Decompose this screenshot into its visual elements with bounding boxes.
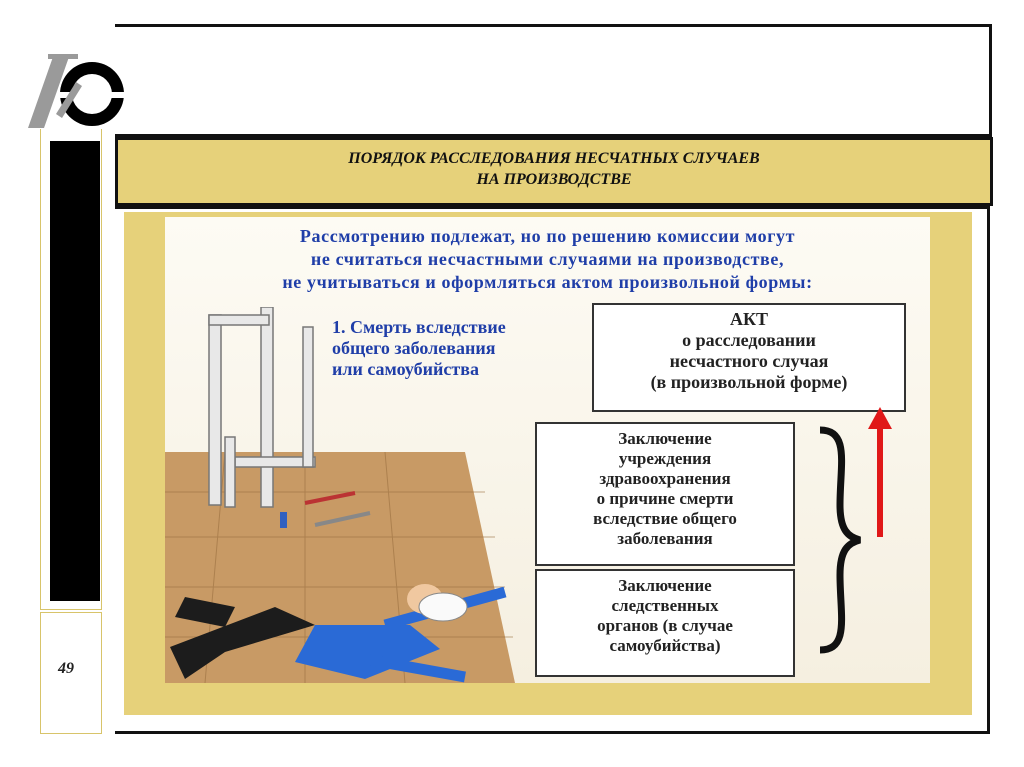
item1-line: или самоубийства (332, 359, 479, 379)
conclusion1-line: о причине смерти (596, 489, 734, 508)
header-frame (115, 24, 992, 137)
akt-line: о расследовании (682, 330, 816, 350)
conclusion2-line: самоубийства) (609, 636, 721, 655)
conclusion1-line: учреждения (618, 449, 712, 468)
akt-line: АКТ (729, 309, 769, 329)
akt-line: несчастного случая (669, 351, 829, 371)
conclusion-health-box (535, 422, 795, 566)
slide-illustration (165, 217, 930, 683)
conclusion2-line: следственных (611, 596, 719, 615)
conclusion-investigation-box (535, 569, 795, 677)
slide-title-line1: ПОРЯДОК РАССЛЕДОВАНИЯ НЕСЧАТНЫХ СЛУЧАЕВ (348, 150, 760, 167)
title-bar (115, 137, 993, 206)
item1-line: 1. Смерть вследствие (332, 317, 506, 337)
conclusion2-line: Заключение (618, 576, 712, 595)
conclusion1-line: Заключение (618, 429, 712, 448)
conclusion1-line: заболевания (617, 529, 713, 548)
item1-line: общего заболевания (332, 338, 496, 358)
slide-title-line2: НА ПРОИЗВОДСТВЕ (476, 171, 632, 188)
conclusion2-line: органов (в случае (597, 616, 733, 635)
up-arrow-icon (865, 407, 895, 537)
heading-line: не считаться несчастными случаями на производстве, (310, 249, 785, 269)
conclusion1-line: здравоохранения (599, 469, 731, 488)
conclusion1-line: вследствие общего (593, 509, 737, 528)
akt-box (592, 303, 906, 412)
left-black-bar (50, 141, 100, 601)
heading-line: не учитываться и оформляться актом произвольной формы: (282, 272, 813, 292)
akt-line: (в произвольной форме) (650, 372, 848, 392)
heading-line: Рассмотрению подлежат, но по решению комиссии могут (299, 226, 796, 246)
page-number: 49 (58, 660, 74, 677)
curly-brace-icon (810, 425, 870, 655)
